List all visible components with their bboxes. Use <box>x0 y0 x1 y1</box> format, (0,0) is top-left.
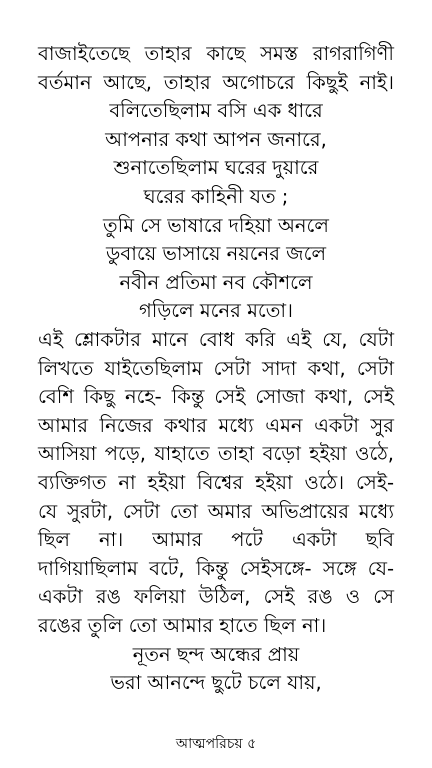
verse-line-6: ডুবায়ে ভাসায়ে নয়নের জলে <box>106 242 326 266</box>
prose-line-10: ছিল না। আমার পটে একটা ছবি <box>38 528 394 552</box>
prose-line-6: আমার নিজের কথার মধ্যে এমন একটা সুর <box>38 413 394 437</box>
verse-line-10: ভরা আনন্দে ছুটে চলে যায়, <box>110 671 322 695</box>
verse-line-7: নবীন প্রতিমা নব কৌশলে <box>119 270 313 294</box>
prose-line-12: একটা রঙ ফলিয়া উঠিল, সেই রঙ ও সে <box>38 585 394 609</box>
prose-line-5: বেশি কিছু নহে- কিন্তু সেই সোজা কথা, সেই <box>38 385 394 409</box>
verse-line-8: গড়িলে মনের মতো। <box>139 299 293 323</box>
prose-line-8: ব্যক্তিগত না হইয়া বিশ্বের হইয়া ওঠে। সেই- <box>38 471 394 494</box>
verse-line-3: শুনাতেছিলাম ঘরের দুয়ারে <box>113 156 319 180</box>
verse-line-4: ঘরের কাহিনী যত ; <box>143 185 289 208</box>
page-footer: আত্মপরিচয় ৫ <box>175 736 257 752</box>
prose-line-1: বাজাইতেছে তাহার কাছে সমস্ত রাগরাগিণী <box>38 42 394 65</box>
prose-line-13: রঙের তুলি তো আমার হাতে ছিল না। <box>38 614 327 637</box>
prose-line-3: এই শ্লোকটার মানে বোধ করি এই যে, যেটা <box>38 328 394 351</box>
prose-line-11: দাগিয়াছিলাম বটে, কিন্তু সেইসঙ্গে- সঙ্গে যে- <box>38 556 394 580</box>
verse-line-5: তুমি সে ভাষারে দহিয়া অনলে <box>103 213 329 237</box>
prose-line-7: আসিয়া পড়ে, যাহাতে তাহা বড়ো হইয়া ওঠে, <box>38 442 394 466</box>
verse-line-9: নূতন ছন্দ অন্ধের প্রায় <box>132 642 300 666</box>
prose-line-9: যে সুরটা, সেটা তো অমার অভিপ্রায়ের মধ্যে <box>38 499 394 523</box>
verse-line-2: আপনার কথা আপন জনারে, <box>105 127 327 151</box>
prose-line-4: লিখতে যাইতেছিলাম সেটা সাদা কথা, সেটা <box>38 356 394 380</box>
verse-line-1: বলিতেছিলাম বসি এক ধারে <box>109 99 323 123</box>
prose-line-2: বর্তমান আছে, তাহার অগোচরে কিছুই নাই। <box>38 70 394 94</box>
